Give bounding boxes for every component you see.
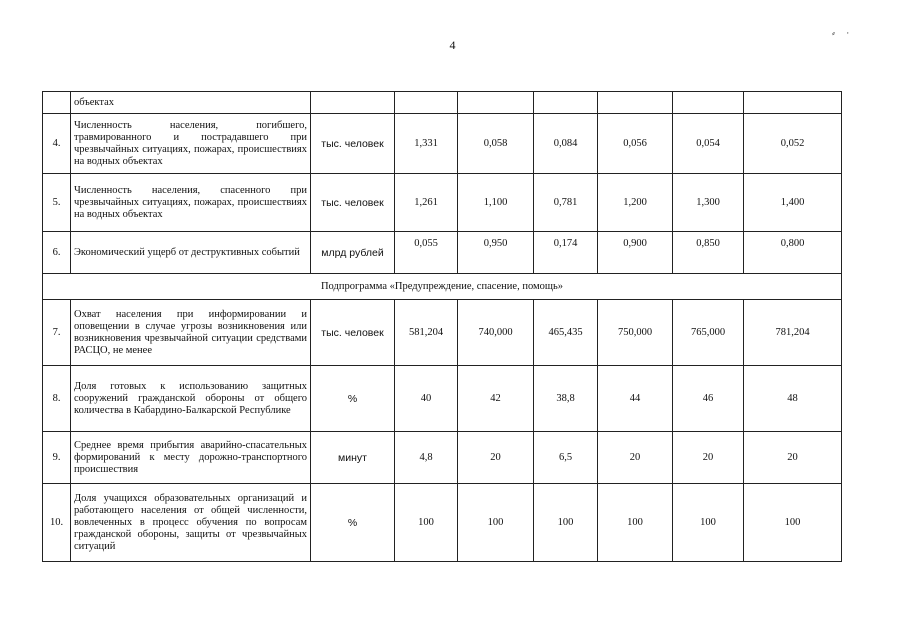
value-cell: 740,000 [458, 300, 534, 366]
value-cell: 20 [458, 432, 534, 484]
value-cell: 44 [598, 366, 673, 432]
row-description: объектах [71, 92, 311, 114]
value-cell: 20 [673, 432, 744, 484]
row-unit: минут [311, 432, 395, 484]
row-description: Экономический ущерб от деструктивных событий [71, 232, 311, 274]
value-cell: 0,900 [598, 232, 673, 274]
value-cell: 100 [458, 484, 534, 562]
row-number: 6. [43, 232, 71, 274]
value-cell: 0,054 [673, 114, 744, 174]
table-row [43, 300, 842, 366]
row-description: Охват населения при информировании и оповещении в случае угрозы возникновения или возникновения чрезвычайной ситуации средствами РАСЦО, не менее [71, 300, 311, 366]
value-cell: 0,850 [673, 232, 744, 274]
row-unit: млрд рублей [311, 232, 395, 274]
row-number: 9. [43, 432, 71, 484]
value-cell: 48 [744, 366, 842, 432]
value-cell: 38,8 [534, 366, 598, 432]
value-cell: 1,300 [673, 174, 744, 232]
table-row [43, 432, 842, 484]
value-cell: 0,058 [458, 114, 534, 174]
value-cell: 100 [744, 484, 842, 562]
value-cell: 40 [395, 366, 458, 432]
subprogram-row [43, 274, 842, 300]
value-cell: 465,435 [534, 300, 598, 366]
table-row [43, 484, 842, 562]
row-description: Доля учащихся образовательных организаций и работающего населения от общей численности, вовлеченных в процесс обучения по вопросам гражданской обороны, защиты от чрезвычайных ситуаций [71, 484, 311, 562]
value-cell: 0,781 [534, 174, 598, 232]
value-cell: 0,950 [458, 232, 534, 274]
scan-speck: ⸗ · [832, 28, 850, 38]
table-row [43, 366, 842, 432]
row-number: 5. [43, 174, 71, 232]
row-number: 8. [43, 366, 71, 432]
value-cell: 0,056 [598, 114, 673, 174]
value-cell: 781,204 [744, 300, 842, 366]
value-cell: 100 [534, 484, 598, 562]
value-cell: 4,8 [395, 432, 458, 484]
value-cell: 1,100 [458, 174, 534, 232]
value-cell: 100 [673, 484, 744, 562]
table-row [43, 174, 842, 232]
page-number: 4 [449, 38, 456, 52]
value-cell: 42 [458, 366, 534, 432]
table-row [43, 114, 842, 174]
value-cell: 1,261 [395, 174, 458, 232]
table-row-continuation [43, 92, 842, 114]
row-number: 7. [43, 300, 71, 366]
value-cell: 750,000 [598, 300, 673, 366]
value-cell: 100 [395, 484, 458, 562]
value-cell: 765,000 [673, 300, 744, 366]
row-unit: % [311, 484, 395, 562]
indicator-table [42, 91, 842, 562]
row-number: 10. [43, 484, 71, 562]
row-description: Численность населения, спасенного при чрезвычайных ситуациях, пожарах, происшествиях на водных объектах [71, 174, 311, 232]
value-cell: 0,800 [744, 232, 842, 274]
value-cell: 6,5 [534, 432, 598, 484]
row-description: Доля готовых к использованию защитных сооружений гражданской обороны от общего количества в Кабардино-Балкарской Республике [71, 366, 311, 432]
row-number: 4. [43, 114, 71, 174]
value-cell: 20 [598, 432, 673, 484]
row-unit: тыс. человек [311, 174, 395, 232]
value-cell: 1,400 [744, 174, 842, 232]
row-description: Численность населения, погибшего, травмированного и пострадавшего при чрезвычайных ситуациях, пожарах, происшествиях на водных объектах [71, 114, 311, 174]
table-row [43, 232, 842, 274]
value-cell: 46 [673, 366, 744, 432]
value-cell: 581,204 [395, 300, 458, 366]
value-cell: 0,174 [534, 232, 598, 274]
subprogram-title: Подпрограмма «Предупреждение, спасение, помощь» [43, 274, 842, 300]
value-cell: 1,200 [598, 174, 673, 232]
value-cell: 0,055 [395, 232, 458, 274]
row-unit: тыс. человек [311, 114, 395, 174]
value-cell: 0,084 [534, 114, 598, 174]
row-description: Среднее время прибытия аварийно-спасательных формирований к месту дорожно-транспортного происшествия [71, 432, 311, 484]
value-cell: 1,331 [395, 114, 458, 174]
value-cell: 100 [598, 484, 673, 562]
value-cell: 20 [744, 432, 842, 484]
row-unit: % [311, 366, 395, 432]
value-cell: 0,052 [744, 114, 842, 174]
row-unit: тыс. человек [311, 300, 395, 366]
